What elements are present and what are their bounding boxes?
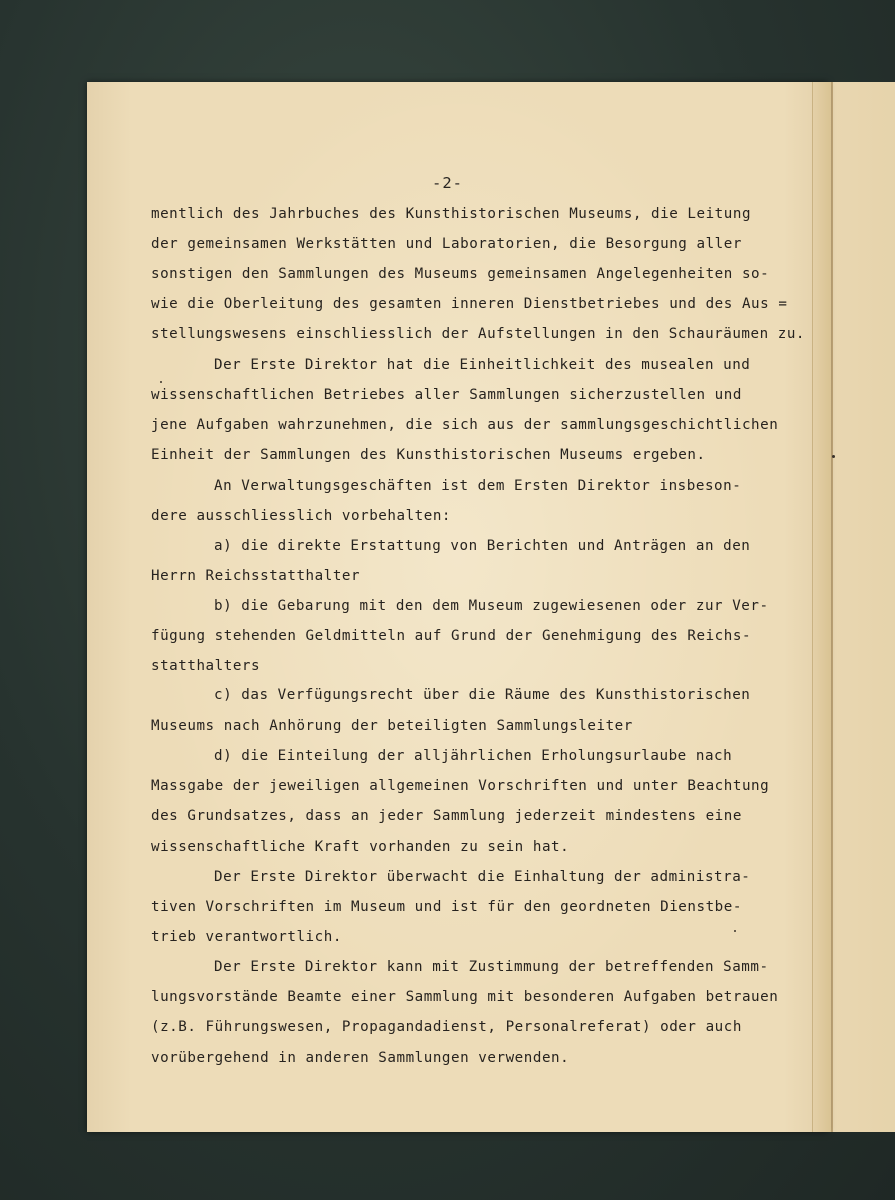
text-line: wie die Oberleitung des gesamten inneren Dienstbetriebes und des Aus = [151, 296, 788, 312]
text-line: trieb verantwortlich. [151, 929, 342, 945]
text-line: stellungswesens einschliesslich der Aufstellungen in den Schauräumen zu. [151, 326, 806, 342]
text-line: tiven Vorschriften im Museum und ist für den geordneten Dienstbe- [151, 899, 742, 915]
text-line: Der Erste Direktor überwacht die Einhaltung der administra- [214, 869, 751, 885]
text-line: dere ausschliesslich vorbehalten: [151, 508, 452, 524]
text-line: Herrn Reichsstatthalter [151, 568, 361, 584]
text-line: mentlich des Jahrbuches des Kunsthistorischen Museums, die Leitung [151, 206, 752, 222]
text-line: vorübergehend in anderen Sammlungen verwenden. [151, 1050, 570, 1066]
text-line: a) die direkte Erstattung von Berichten und Anträgen an den [214, 538, 751, 554]
text-line: An Verwaltungsgeschäften ist dem Ersten Direktor insbeson- [214, 478, 742, 494]
text-line: Massgabe der jeweiligen allgemeinen Vorschriften und unter Beachtung [151, 778, 770, 794]
text-line: der gemeinsamen Werkstätten und Laboratorien, die Besorgung aller [151, 236, 742, 252]
paper-speck [832, 455, 835, 458]
adjacent-page [831, 82, 895, 1132]
text-line: wissenschaftliche Kraft vorhanden zu sein hat. [151, 839, 570, 855]
text-line: fügung stehenden Geldmitteln auf Grund der Genehmigung des Reichs- [151, 628, 752, 644]
text-line: lungsvorstände Beamte einer Sammlung mit besonderen Aufgaben betrauen [151, 989, 779, 1005]
text-line: Museums nach Anhörung der beteiligten Sammlungsleiter [151, 718, 633, 734]
text-line: (z.B. Führungswesen, Propagandadienst, Personalreferat) oder auch [151, 1019, 742, 1035]
page-number: -2- [432, 174, 463, 192]
page-edge [812, 82, 831, 1132]
text-line: statthalters [151, 658, 261, 674]
paper-speck [734, 930, 736, 932]
text-line: c) das Verfügungsrecht über die Räume des Kunsthistorischen [214, 687, 751, 703]
text-line: Einheit der Sammlungen des Kunsthistorischen Museums ergeben. [151, 447, 706, 463]
text-line: b) die Gebarung mit den dem Museum zugewiesenen oder zur Ver- [214, 598, 769, 614]
text-line: sonstigen den Sammlungen des Museums gemeinsamen Angelegenheiten so- [151, 266, 770, 282]
text-line: Der Erste Direktor hat die Einheitlichkeit des musealen und [214, 357, 751, 373]
text-line: des Grundsatzes, dass an jeder Sammlung jederzeit mindestens eine [151, 808, 742, 824]
text-line: d) die Einteilung der alljährlichen Erholungsurlaube nach [214, 748, 733, 764]
text-line: wissenschaftlichen Betriebes aller Sammlungen sicherzustellen und [151, 387, 742, 403]
text-line: jene Aufgaben wahrzunehmen, die sich aus der sammlungsgeschichtlichen [151, 417, 779, 433]
text-line: Der Erste Direktor kann mit Zustimmung der betreffenden Samm- [214, 959, 769, 975]
paper-speck [160, 381, 162, 383]
